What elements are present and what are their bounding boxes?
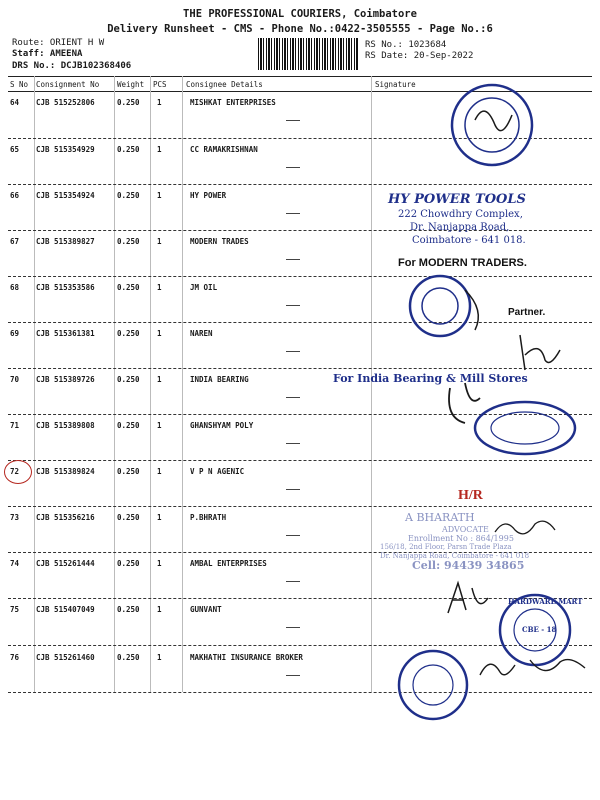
row-consignment: CJB 515353586 [36, 283, 95, 292]
row-weight: 0.250 [117, 98, 140, 107]
row-weight: 0.250 [117, 653, 140, 662]
bharath-stamp-address-2: Dr. Nanjappa Road, Coimbatore - 641 018 [380, 552, 530, 560]
consignee-tick [286, 351, 300, 352]
row-consignee: P.BHRATH [190, 513, 227, 522]
row-consignee: MODERN TRADES [190, 237, 249, 246]
row-pcs: 1 [157, 467, 162, 476]
row-sno: 74 [10, 559, 20, 568]
row-pcs: 1 [157, 375, 162, 384]
row-weight: 0.250 [117, 283, 140, 292]
row-divider [8, 692, 592, 693]
row-consignee: CC RAMAKRISHNAN [190, 145, 258, 154]
row-pcs: 1 [157, 653, 162, 662]
consignee-tick [286, 213, 300, 214]
hypower-stamp-address-2: Dr. Nanjappa Road, [410, 222, 510, 233]
route-label: Route: ORIENT H W [12, 38, 105, 48]
row-consignment: CJB 515389808 [36, 421, 95, 430]
row-consignee: GHANSHYAM POLY [190, 421, 254, 430]
hardware-mart-stamp-text: HARDWARE MART [508, 597, 583, 606]
consignee-tick [286, 120, 300, 121]
row-consignee: AMBAL ENTERPRISES [190, 559, 267, 568]
row-sno: 66 [10, 191, 20, 200]
row-pcs: 1 [157, 98, 162, 107]
consignee-tick [286, 305, 300, 306]
consignee-tick [286, 675, 300, 676]
row-sno: 68 [10, 283, 20, 292]
header-rule-top [8, 76, 592, 77]
consignee-tick [286, 443, 300, 444]
row-sno: 65 [10, 145, 20, 154]
consignee-tick [286, 489, 300, 490]
col-signature: Signature [375, 80, 416, 89]
row-weight: 0.250 [117, 467, 140, 476]
row-weight: 0.250 [117, 329, 140, 338]
drs-label: DRS No.: DCJB102368406 [12, 61, 132, 71]
row-consignment: CJB 515361381 [36, 329, 95, 338]
row-consignment: CJB 515354929 [36, 145, 95, 154]
page-title: THE PROFESSIONAL COURIERS, Coimbatore [183, 8, 417, 20]
row-divider [8, 460, 592, 461]
row-consignee: HY POWER [190, 191, 227, 200]
row-weight: 0.250 [117, 605, 140, 614]
row-consignee: JM OIL [190, 283, 218, 292]
red-circle-mark [4, 460, 32, 484]
row-weight: 0.250 [117, 421, 140, 430]
row-pcs: 1 [157, 237, 162, 246]
col-sno: S No [10, 80, 29, 89]
row-weight: 0.250 [117, 559, 140, 568]
row-pcs: 1 [157, 421, 162, 430]
bharath-signature [490, 512, 560, 542]
row-pcs: 1 [157, 559, 162, 568]
row-consignment: CJB 515261460 [36, 653, 95, 662]
row-weight: 0.250 [117, 375, 140, 384]
row-consignment: CJB 515407049 [36, 605, 95, 614]
row-pcs: 1 [157, 513, 162, 522]
naren-signature [505, 330, 565, 375]
col-pcs: PCS [153, 80, 167, 89]
page-subtitle: Delivery Runsheet - CMS - Phone No.:0422-3505555 - Page No.:6 [107, 23, 493, 35]
row-sno: 70 [10, 375, 20, 384]
hardware-mart-stamp-cbe: CBE - 18 [522, 625, 557, 634]
col-consignee: Consignee Details [186, 80, 263, 89]
row-consignment: CJB 515389827 [36, 237, 95, 246]
row-consignee: NAREN [190, 329, 213, 338]
jm-oil-round-stamp [390, 270, 510, 340]
consignee-tick [286, 581, 300, 582]
row-sno: 73 [10, 513, 20, 522]
makhathi-signature [475, 650, 595, 685]
consignee-tick [286, 627, 300, 628]
row-consignment: CJB 515389824 [36, 467, 95, 476]
consignee-tick [286, 167, 300, 168]
row-consignment: CJB 515252806 [36, 98, 95, 107]
col-weight: Weight [117, 80, 145, 89]
row-sno: 67 [10, 237, 20, 246]
bharath-stamp-address-1: 156/18, 2nd Floor, Parsn Trade Plaza [380, 543, 512, 551]
consignee-tick [286, 535, 300, 536]
bharath-stamp-enrollment: Enrollment No : 864/1995 [408, 534, 514, 543]
barcode [258, 38, 358, 70]
hypower-stamp-address-3: Coimbatore - 641 018. [412, 235, 526, 246]
mishkat-round-stamp [440, 80, 550, 170]
row-weight: 0.250 [117, 513, 140, 522]
row-pcs: 1 [157, 283, 162, 292]
row-consignee: INDIA BEARING [190, 375, 249, 384]
staff-label: Staff: AMEENA [12, 49, 83, 59]
bharath-stamp-name: A BHARATH [405, 511, 475, 524]
row-sno: 71 [10, 421, 20, 430]
row-consignment: CJB 515356216 [36, 513, 95, 522]
modern-traders-stamp: For MODERN TRADERS. [398, 257, 527, 269]
consignee-tick [286, 397, 300, 398]
row-consignment: CJB 515354924 [36, 191, 95, 200]
row-divider [8, 184, 592, 185]
row-divider [8, 506, 592, 507]
bharath-stamp-role: ADVOCATE [442, 525, 489, 534]
rs-date: RS Date: 20-Sep-2022 [365, 51, 474, 61]
col-consignment: Consignment No [36, 80, 100, 89]
ambal-signature [438, 578, 498, 618]
row-consignment: CJB 515389726 [36, 375, 95, 384]
row-pcs: 1 [157, 145, 162, 154]
hypower-stamp-name: HY POWER TOOLS [388, 192, 526, 207]
row-pcs: 1 [157, 191, 162, 200]
rs-number: RS No.: 1023684 [365, 40, 447, 50]
row-pcs: 1 [157, 605, 162, 614]
row-weight: 0.250 [117, 145, 140, 154]
row-sno: 69 [10, 329, 20, 338]
row-pcs: 1 [157, 329, 162, 338]
partner-stamp: Partner. [508, 307, 546, 318]
bharath-stamp-cell: Cell: 94439 34865 [412, 559, 525, 572]
ghanshyam-round-stamp [470, 398, 590, 458]
row-consignee: MAKHATHI INSURANCE BROKER [190, 653, 303, 662]
row-sno: 64 [10, 98, 20, 107]
row-consignment: CJB 515261444 [36, 559, 95, 568]
row-consignee: GUNVANT [190, 605, 222, 614]
row-sno: 72 [10, 467, 20, 476]
row-sno: 75 [10, 605, 20, 614]
row-weight: 0.250 [117, 191, 140, 200]
hypower-stamp-address-1: 222 Chowdhry Complex, [398, 209, 523, 220]
row-sno: 76 [10, 653, 20, 662]
row-weight: 0.250 [117, 237, 140, 246]
row-consignee: V P N AGENIC [190, 467, 245, 476]
row-consignee: MISHKAT ENTERPRISES [190, 98, 276, 107]
consignee-tick [286, 259, 300, 260]
makhathi-round-stamp [395, 645, 475, 725]
india-bearing-stamp: For India Bearing & Mill Stores [333, 372, 528, 385]
hr-mark: H/R [458, 488, 483, 503]
